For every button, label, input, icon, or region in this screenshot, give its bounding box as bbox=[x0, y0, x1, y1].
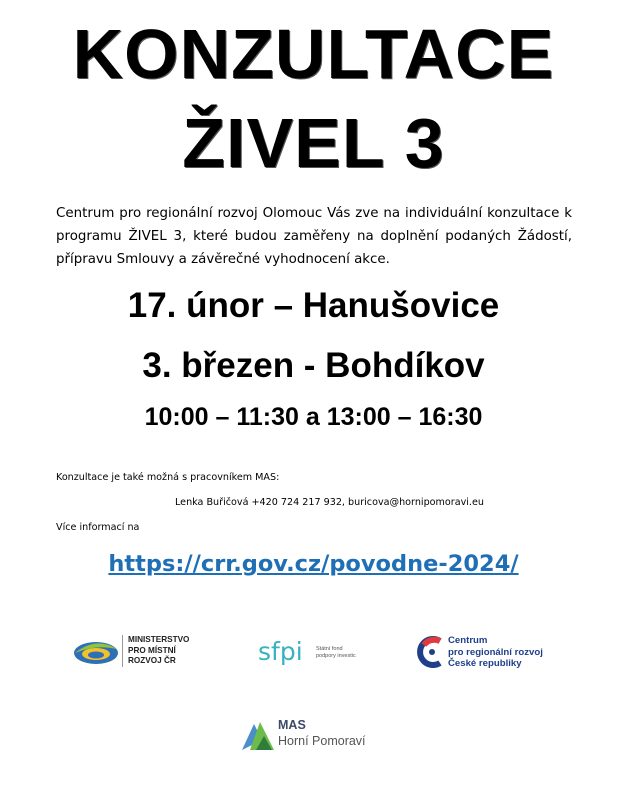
mmr-label-2: PRO MÍSTNÍ bbox=[128, 645, 176, 655]
event-bohdikov: 3. březen - Bohdíkov bbox=[142, 346, 485, 385]
mas-logo bbox=[240, 718, 390, 752]
info-link[interactable]: https://crr.gov.cz/povodne-2024/ bbox=[108, 551, 519, 577]
intro-paragraph: Centrum pro regionální rozvoj Olomouc Vás zve na individuální konzultace k programu ŽIVEL 3, které budou zaměřeny na doplnění podaných Žádostí, přípravu Smlouvy a závěrečné vyhodnocení akce. bbox=[56, 206, 572, 267]
sfpi-sub-1: Státní fond bbox=[316, 646, 343, 652]
mmr-label bbox=[122, 635, 189, 667]
sfpi-sub-2: podpory investic bbox=[316, 653, 356, 659]
crr-label-2: pro regionální rozvoj bbox=[448, 646, 543, 658]
mmr-label-1: MINISTERSTVO bbox=[128, 635, 190, 644]
title-line-1: KONZULTACE bbox=[72, 15, 555, 93]
sfpi-logo bbox=[258, 636, 368, 668]
mas-mountain-icon bbox=[240, 718, 276, 752]
more-info-label: Více informací na bbox=[56, 522, 140, 533]
sfpi-subtitle bbox=[316, 646, 356, 660]
mmr-label-3: ROZVOJ ČR bbox=[128, 656, 176, 665]
mmr-emblem-icon bbox=[72, 634, 120, 670]
title-line-2: ŽIVEL 3 bbox=[182, 104, 445, 182]
mmr-logo bbox=[72, 634, 202, 670]
crr-logo bbox=[416, 634, 586, 670]
event-hanusovice: 17. únor – Hanušovice bbox=[127, 286, 500, 325]
crr-label-3: České republiky bbox=[448, 658, 522, 669]
crr-label-1: Centrum bbox=[448, 635, 488, 646]
crr-label bbox=[448, 635, 543, 670]
mas-label: MAS bbox=[278, 718, 306, 732]
time-slots: 10:00 – 11:30 a 13:00 – 16:30 bbox=[144, 403, 483, 431]
crr-emblem-icon bbox=[416, 635, 446, 669]
contact-person: Lenka Buřičová +420 724 217 932, buricova@hornipomoravi.eu bbox=[175, 497, 484, 508]
sfpi-wordmark: sfpi bbox=[258, 637, 303, 666]
mas-sublabel: Horní Pomoraví bbox=[278, 734, 366, 748]
contact-note: Konzultace je také možná s pracovníkem MAS: bbox=[56, 472, 280, 483]
